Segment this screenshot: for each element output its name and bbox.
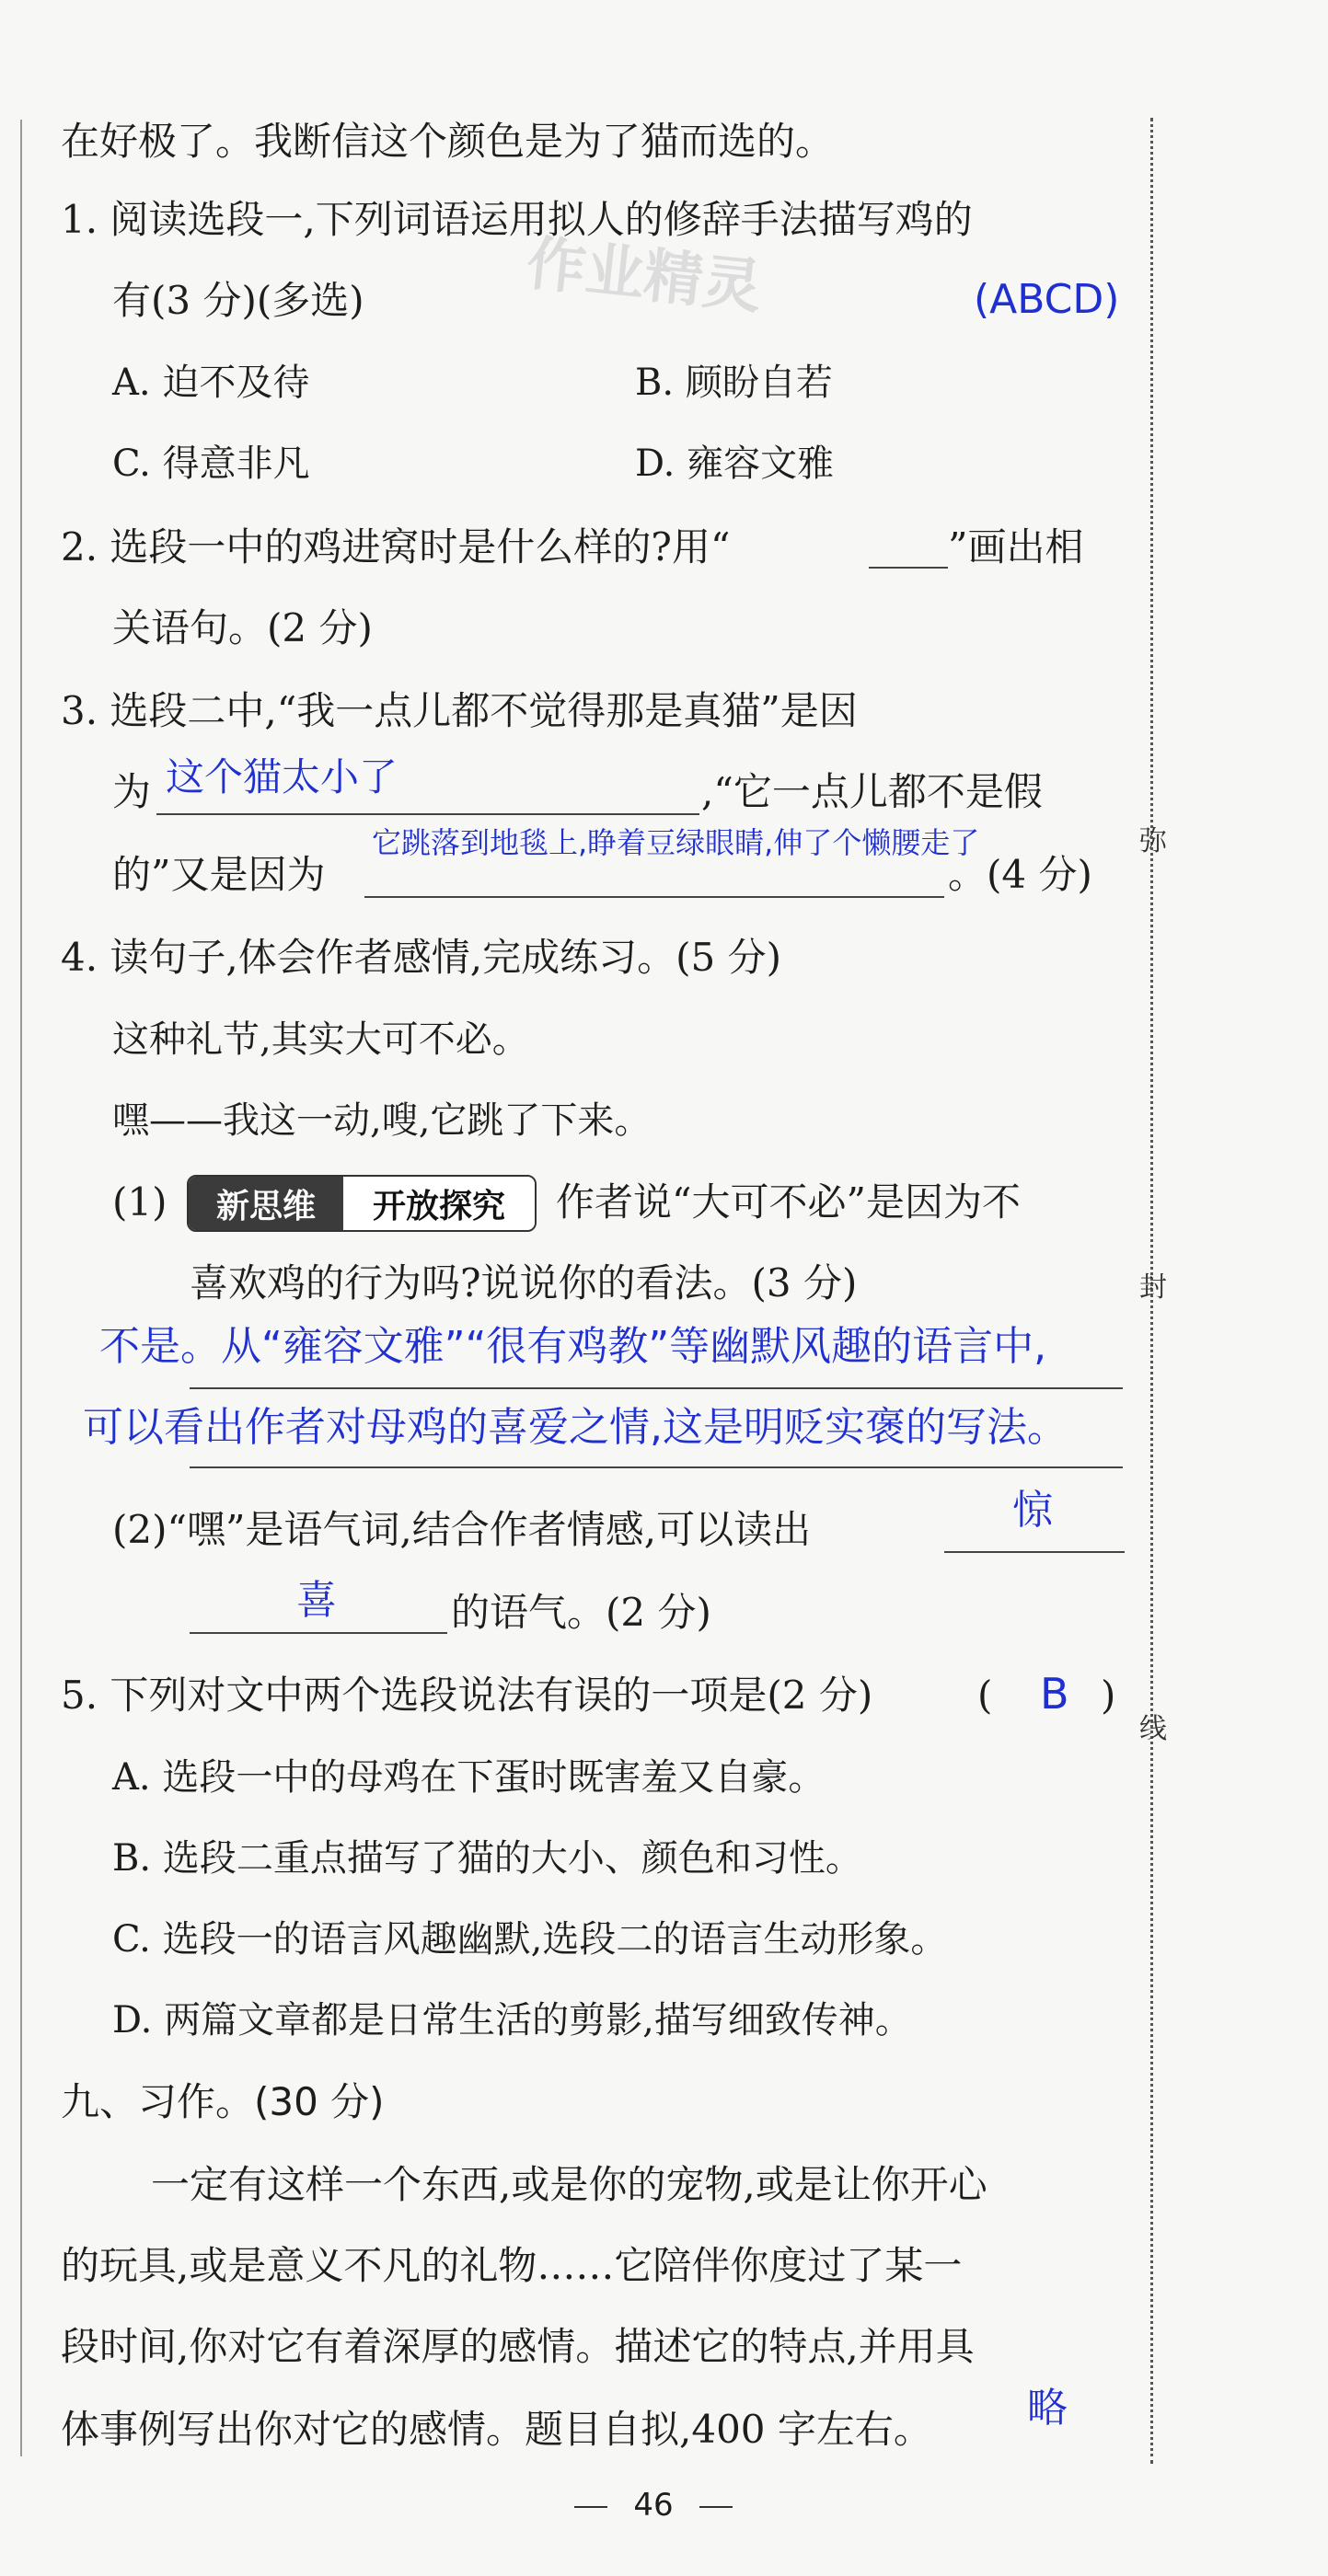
page-dash-left	[574, 2506, 607, 2508]
q4-sub2-answer1-line	[944, 1551, 1125, 1553]
section-nine-heading: 九、习作。(30 分)	[61, 2079, 385, 2124]
q4-quote-2: 嘿——我这一动,嗖,它跳了下来。	[112, 1099, 652, 1142]
q5-option-b: B. 选段二重点描写了猫的大小、颜色和习性。	[112, 1837, 862, 1880]
q5-answer: B	[1040, 1669, 1069, 1719]
q4-sub2-answer2-line	[190, 1632, 447, 1634]
q3-stem-line2b: ,“它一点儿都不是假	[701, 769, 1043, 814]
q2-stem-line1a: 2. 选段一中的鸡进窝时是什么样的?用“	[61, 524, 731, 569]
intro-line: 在好极了。我断信这个颜色是为了猫而选的。	[61, 119, 835, 164]
q2-stem-line2: 关语句。(2 分)	[112, 605, 373, 650]
q4-sub2-line2: 的语气。(2 分)	[451, 1590, 711, 1635]
q4-sub2-line1: (2)“嘿”是语气词,结合作者情感,可以读出	[112, 1507, 812, 1552]
page-dash-right	[699, 2506, 733, 2508]
q4-quote-1: 这种礼节,其实大可不必。	[112, 1018, 529, 1061]
q1-option-b: B. 顾盼自若	[635, 362, 833, 404]
q4-answer-text-1: 不是。从“雍容文雅”“很有鸡教”等幽默风趣的语言中,	[99, 1323, 1047, 1370]
watermark-logo: 作业精灵	[523, 229, 766, 323]
q3-answer2: 它跳落到地毯上,睁着豆绿眼睛,伸了个懒腰走了	[372, 825, 980, 860]
essay-prompt-line3: 段时间,你对它有着深厚的感情。描述它的特点,并用具	[61, 2324, 975, 2369]
q3-stem-line3b: 。(4 分)	[948, 852, 1092, 897]
q1-stem-line2: 有(3 分)(多选)	[112, 278, 364, 323]
q5-paren-open: (	[977, 1673, 993, 1718]
q1-option-c: C. 得意非凡	[112, 443, 310, 485]
page-number-text: 46	[633, 2487, 674, 2524]
q4-sub2-answer2: 喜	[296, 1577, 337, 1624]
q3-answer1-line	[156, 813, 699, 815]
q4-stem: 4. 读句子,体会作者感情,完成练习。(5 分)	[61, 935, 781, 980]
q4-answer-line-1	[190, 1387, 1123, 1389]
q5-stem: 5. 下列对文中两个选段说法有误的一项是(2 分)	[61, 1673, 873, 1718]
essay-prompt-line4: 体事例写出你对它的感情。题目自拟,400 字左右。	[61, 2407, 932, 2452]
q1-stem-line1: 1. 阅读选段一,下列词语运用拟人的修辞手法描写鸡的	[61, 197, 973, 242]
q5-paren-close: )	[1101, 1673, 1116, 1718]
q1-answer: (ABCD)	[974, 276, 1120, 323]
essay-answer: 略	[1027, 2385, 1068, 2432]
q1-option-d: D. 雍容文雅	[635, 443, 835, 485]
q3-stem-line2a: 为	[112, 769, 152, 814]
badge-light-label: 开放探究	[343, 1177, 535, 1230]
q4-sub1-number: (1)	[112, 1179, 167, 1225]
q3-answer1: 这个猫太小了	[166, 754, 398, 799]
margin-char-feng: 封	[1139, 1271, 1167, 1304]
margin-char-xian: 线	[1139, 1713, 1167, 1745]
page-number	[515, 2487, 791, 2524]
q4-sub2-answer1: 惊	[1012, 1487, 1053, 1534]
q5-option-d: D. 两篇文章都是日常生活的剪影,描写细致传神。	[112, 1999, 912, 2041]
new-thinking-badge	[187, 1175, 537, 1232]
q3-stem-line3a: 的”又是因为	[112, 852, 326, 897]
q4-sub1-text: 作者说“大可不必”是因为不	[556, 1179, 1021, 1225]
q3-answer2-line	[364, 896, 944, 898]
q1-option-a: A. 迫不及待	[112, 362, 310, 404]
q3-stem-line1: 3. 选段二中,“我一点儿都不觉得那是真猫”是因	[61, 688, 858, 733]
q2-underline-sample	[869, 567, 948, 569]
q4-answer-text-2: 可以看出作者对母鸡的喜爱之情,这是明贬实褒的写法。	[83, 1404, 1068, 1451]
q4-sub1-line2: 喜欢鸡的行为吗?说说你的看法。(3 分)	[190, 1260, 858, 1305]
q4-answer-line-2	[190, 1466, 1123, 1468]
essay-prompt-line1: 一定有这样一个东西,或是你的宠物,或是让你开心	[151, 2162, 987, 2207]
essay-prompt-line2: 的玩具,或是意义不凡的礼物……它陪伴你度过了某一	[61, 2243, 963, 2288]
q2-stem-line1b: ”画出相	[948, 524, 1084, 569]
left-margin-line	[20, 120, 22, 2456]
margin-char-mi: 弥	[1139, 825, 1167, 857]
q5-option-a: A. 选段一中的母鸡在下蛋时既害羞又自豪。	[112, 1756, 826, 1799]
badge-dark-label: 新思维	[189, 1177, 343, 1230]
q5-option-c: C. 选段一的语言风趣幽默,选段二的语言生动形象。	[112, 1918, 948, 1961]
